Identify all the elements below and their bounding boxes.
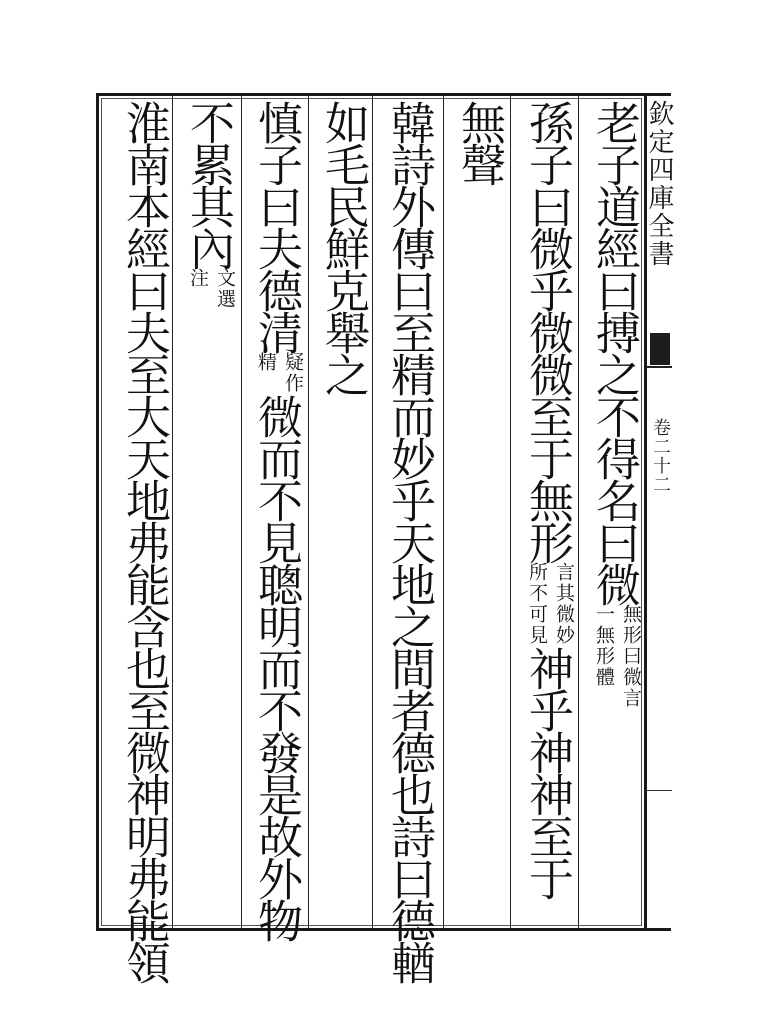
note-line: 疑作	[282, 352, 304, 394]
main-text: 慎子曰夫德清	[250, 100, 303, 352]
column-divider	[308, 96, 309, 928]
fishtail-mark	[650, 333, 670, 365]
interlinear-note	[252, 352, 306, 394]
main-text: 如毛民鮮克舉之	[317, 100, 370, 394]
column-divider	[510, 96, 511, 928]
note-line: 一無形體	[593, 604, 615, 688]
text-column-6	[246, 100, 306, 940]
interlinear-note	[184, 268, 238, 310]
main-text: 不累其內	[182, 100, 235, 268]
main-text: 無聲	[453, 100, 506, 184]
column-divider	[578, 96, 579, 928]
main-text: 微而不見聰明而不發是故外物	[250, 394, 303, 940]
column-divider	[443, 96, 444, 928]
text-column-4	[379, 100, 439, 982]
text-column-8	[114, 100, 174, 982]
text-column-2	[517, 100, 577, 920]
volume-number: 卷二十二	[650, 418, 671, 494]
note-line: 文選	[214, 268, 236, 310]
column-divider	[241, 96, 242, 928]
note-line: 無形曰微言	[620, 604, 642, 709]
fishtail-rule	[646, 366, 672, 368]
main-text: 韓詩外傳曰至精而妙乎天地之間者德也詩曰德輶	[383, 100, 436, 982]
main-text: 孫子曰微乎微微至于無形	[521, 100, 574, 562]
note-line: 精	[255, 352, 277, 373]
text-column-5	[313, 100, 373, 920]
main-text: 神乎神神至于	[521, 646, 574, 898]
text-column-7	[178, 100, 238, 920]
main-text: 淮南本經曰夫至大天地弗能含也至微神明弗能領	[118, 100, 171, 982]
note-line: 言其微妙	[553, 562, 575, 646]
margin-tick	[646, 790, 672, 791]
text-column-3	[449, 100, 509, 920]
interlinear-note	[523, 562, 577, 646]
text-column-1	[584, 100, 644, 920]
note-line: 所不可見	[526, 562, 548, 646]
book-title: 欽定四庫全書	[644, 100, 674, 268]
note-line: 注	[187, 268, 209, 289]
interlinear-note	[590, 604, 644, 709]
main-text: 老子道經曰搏之不得名曰微	[588, 100, 641, 604]
